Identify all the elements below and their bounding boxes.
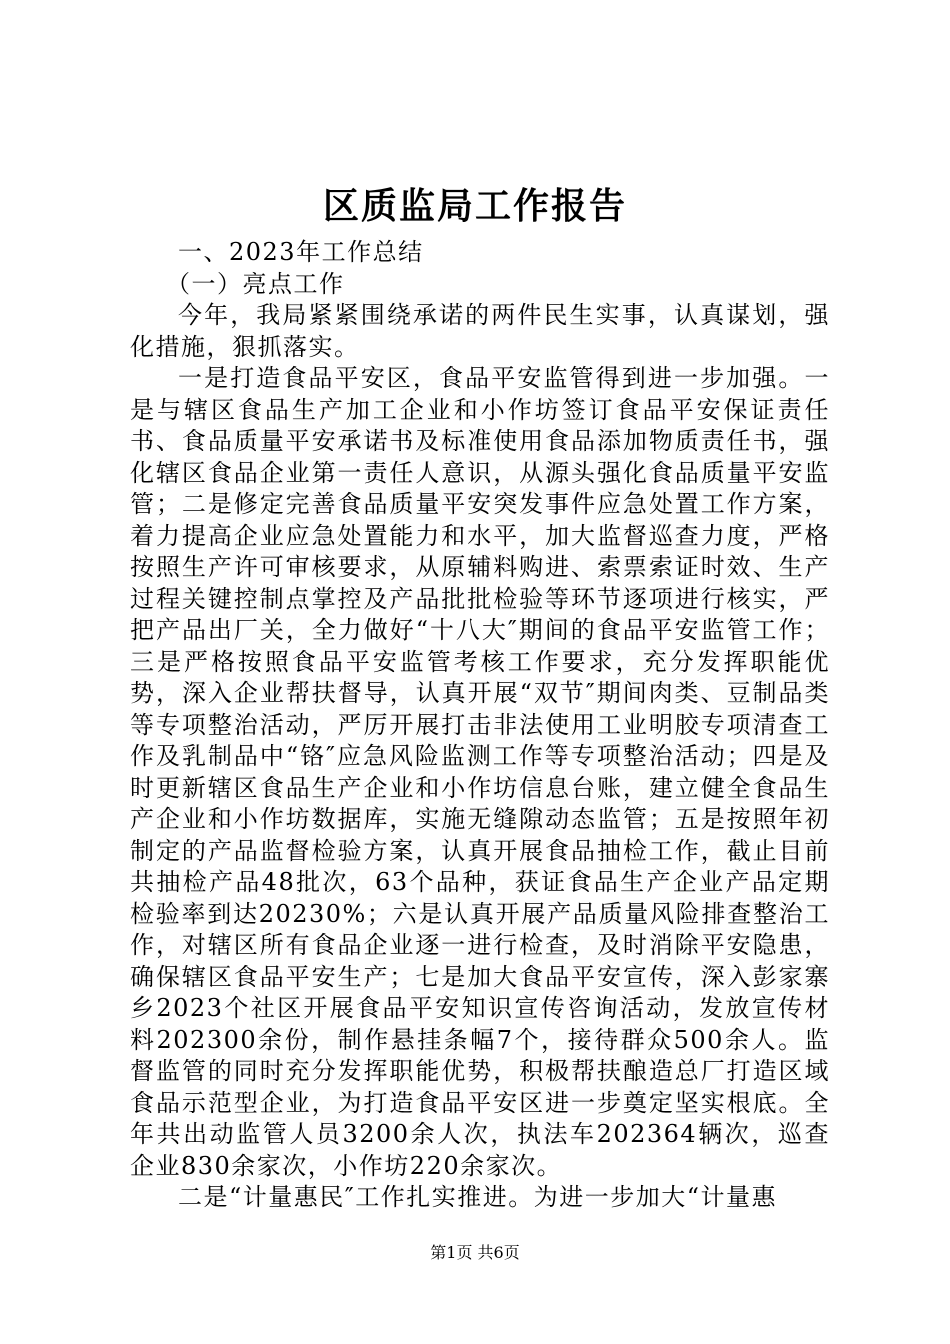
document-body	[130, 237, 830, 1214]
page-number-footer: 第1页 共6页	[430, 1243, 520, 1262]
subsection-heading: （一）亮点工作	[166, 269, 345, 298]
paragraph-metrology: 二是“计量惠民″工作扎实推进。为进一步加大“计量惠	[178, 1183, 778, 1211]
section-heading: 一、2023年工作总结	[178, 238, 424, 266]
paragraph-intro: 今年，我局紧紧围绕承诺的两件民生实事，认真谋划，强化措施，狠抓落实。	[130, 301, 830, 361]
paragraph-food-safety: 一是打造食品平安区，食品平安监管得到进一步加强。一是与辖区食品生产加工企业和小作坊签订食品平安保证责任书、食品质量平安承诺书及标准使用食品添加物质责任书，强化辖区食品企业第一责任人意识，从源头强化食品质量平安监管；二是修定完善食品质量平安突发事件应急处置工作方案，着力提高企业应急处置能力和水平，加大监督巡查力度，严格按照生产许可审核要求，从原辅料购进、索票索证时效、生产过程关键控制点掌控及产品批批检验等环节逐项进行核实，严把产品出厂关，全力做好“十八大″期间的食品平安监管工作；三是严格按照食品平安监管考核工作要求，充分发挥职能优势，深入企业帮扶督导，认真开展“双节″期间肉类、豆制品类等专项整治活动，严厉开展打击非法使用工业明胶专项清查工作及乳制品中“铬″应急风险监测工作等专项整治活动；四是及时更新辖区食品生产企业和小作坊信息台账，建立健全食品生产企业和小作坊数据库，实施无缝隙动态监管；五是按照年初制定的产品监督检验方案，认真开展食品抽检工作，截止目前共抽检产品48批次，63个品种，获证食品生产企业产品定期检验率到达20230%；六是认真开展产品质量风险排查整治工作，对辖区所有食品企业逐一进行检查，及时消除平安隐患，确保辖区食品平安生产；七是加大食品平安宣传，深入彭家寨乡2023个社区开展食品平安知识宣传咨询活动，发放宣传材料202300余份，制作悬挂条幅7个，接待群众500余人。监督监管的同时充分发挥职能优势，积极帮扶酿造总厂打造区域食品示范型企业，为打造食品平安区进一步奠定坚实根底。全年共出动监管人员3200余人次，执法车202364辆次，巡查企业830余家次，小作坊220余家次。	[130, 364, 830, 1180]
page-title: 区质监局工作报告	[322, 185, 627, 227]
